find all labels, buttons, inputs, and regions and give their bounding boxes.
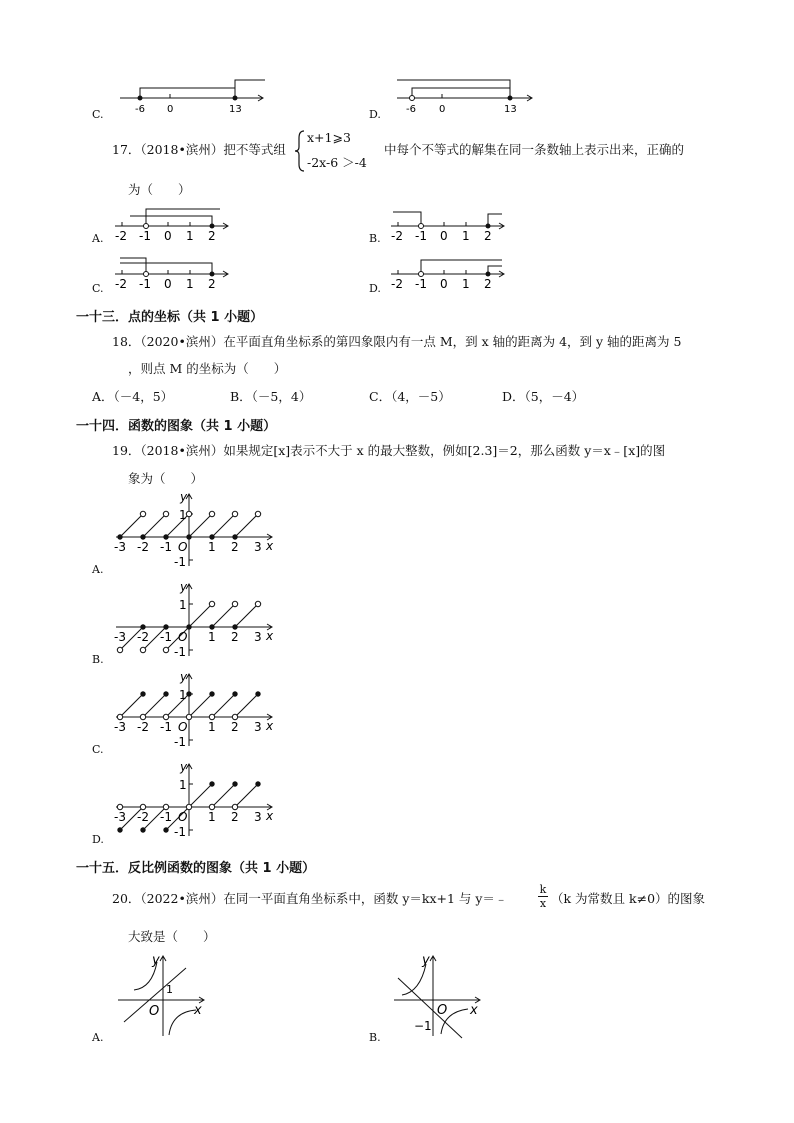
q18-line2: ，则点 M 的坐标为（ ） — [128, 361, 287, 376]
q19c-axis-y: y — [180, 670, 188, 684]
section-14-title: 一十四．函数的图象（共 1 小题） — [76, 419, 277, 434]
q17a-tick-3: 1 — [186, 229, 194, 243]
q19b-tick-neg3: -3 — [114, 630, 126, 644]
q19a-tick-1: 1 — [208, 540, 216, 554]
q17-stem-line2: 为（ ） — [128, 182, 191, 197]
q19c-y-neg: -1 — [174, 735, 186, 749]
q17c-tick-0: -2 — [115, 277, 127, 291]
q17d-tick-2: 0 — [440, 277, 448, 291]
q17-option-b-label: B. — [369, 232, 381, 245]
q20a-origin: O — [149, 1004, 160, 1019]
q19c-tick-2: 2 — [231, 720, 239, 734]
q19c-tick-neg2: -2 — [137, 720, 149, 734]
q19b-axis-x: x — [266, 629, 274, 643]
q17-stem-post: 中每个不等式的解集在同一条数轴上表示出来，正确的 — [384, 142, 685, 157]
q20-option-a-label: A. — [92, 1031, 104, 1044]
q17c-tick-1: -1 — [139, 277, 151, 291]
q20-frac-num: k — [539, 883, 547, 896]
q19d-y-neg: -1 — [174, 825, 186, 839]
q17-brace — [294, 130, 306, 172]
q20-line2: 大致是（ ） — [128, 929, 216, 944]
q19b-tick-neg1: -1 — [160, 630, 172, 644]
q20a-label-1: 1 — [166, 983, 173, 996]
q20b-axis-x: x — [470, 1003, 478, 1018]
q17-option-d-label: D. — [369, 282, 381, 295]
q17a-tick-2: 0 — [164, 229, 172, 243]
section-15-title: 一十五．反比例函数的图象（共 1 小题） — [76, 861, 316, 876]
q18-option-b: B．（－5，4） — [230, 389, 312, 404]
q20-option-b-graph — [388, 950, 488, 1040]
q17-option-a-numberline — [112, 204, 232, 244]
q19a-axis-y: y — [180, 490, 188, 504]
q19-option-b-label: B. — [92, 653, 104, 666]
q19a-tick-neg2: -2 — [137, 540, 149, 554]
q19c-origin: O — [178, 720, 188, 734]
q19d-tick-3: 3 — [254, 810, 262, 824]
q19d-origin: O — [178, 810, 188, 824]
q17c-tick-4: 2 — [208, 277, 216, 291]
q19b-origin: O — [178, 630, 188, 644]
q19-option-d-label: D. — [92, 833, 104, 846]
q17d-tick-1: -1 — [415, 277, 427, 291]
q20-fraction — [538, 883, 548, 910]
q20-line1-post: （k 为常数且 k≠0）的图象 — [551, 891, 706, 906]
q19b-tick-1: 1 — [208, 630, 216, 644]
q17a-tick-0: -2 — [115, 229, 127, 243]
q17-option-b-numberline — [388, 204, 508, 244]
q19d-tick-2: 2 — [231, 810, 239, 824]
q16d-tick-0: 0 — [439, 104, 446, 115]
q19b-tick-neg2: -2 — [137, 630, 149, 644]
q19a-origin: O — [178, 540, 188, 554]
q19c-tick-1: 1 — [208, 720, 216, 734]
q16-option-c-label: C. — [92, 108, 104, 121]
q19b-y-neg: -1 — [174, 645, 186, 659]
q16-option-d-label: D. — [369, 108, 381, 121]
q17-stem-pre: 17．（2018•滨州）把不等式组 — [112, 142, 286, 157]
q17c-tick-2: 0 — [164, 277, 172, 291]
q16-option-c-numberline — [115, 76, 265, 118]
q19d-tick-neg2: -2 — [137, 810, 149, 824]
q17b-tick-2: 0 — [440, 229, 448, 243]
q20-option-a-graph — [112, 950, 212, 1040]
q17b-tick-3: 1 — [462, 229, 470, 243]
section-13-title: 一十三．点的坐标（共 1 小题） — [76, 310, 264, 325]
q19-option-c-graph — [116, 668, 281, 748]
q19-option-c-label: C. — [92, 743, 104, 756]
q16-option-d-numberline — [392, 76, 537, 118]
q20-frac-den: x — [539, 897, 547, 910]
q20b-axis-y: y — [422, 953, 430, 968]
q19d-axis-y: y — [180, 760, 188, 774]
q17-option-d-numberline — [388, 252, 508, 292]
q17-option-c-numberline — [112, 252, 232, 292]
q17d-tick-4: 2 — [484, 277, 492, 291]
q19d-axis-x: x — [266, 809, 274, 823]
q19a-y-neg: -1 — [174, 555, 186, 569]
q17-inequality-2: -2x-6 ＞-4 — [307, 155, 367, 170]
q16d-tick-neg6: -6 — [406, 104, 416, 115]
q19b-y-pos: 1 — [179, 598, 187, 612]
q18-line1: 18．（2020•滨州）在平面直角坐标系的第四象限内有一点 M，到 x 轴的距离为 4，到 y 轴的距离为 5 — [112, 334, 682, 349]
q19c-tick-neg1: -1 — [160, 720, 172, 734]
q19b-tick-3: 3 — [254, 630, 262, 644]
q17c-tick-3: 1 — [186, 277, 194, 291]
q19a-tick-neg1: -1 — [160, 540, 172, 554]
q19-option-a-graph — [116, 488, 281, 568]
q16c-tick-neg6: -6 — [135, 104, 145, 115]
q17b-tick-4: 2 — [484, 229, 492, 243]
q19b-axis-y: y — [180, 580, 188, 594]
q16c-tick-0: 0 — [167, 104, 174, 115]
q20a-axis-y: y — [152, 953, 160, 968]
q19c-axis-x: x — [266, 719, 274, 733]
q20a-axis-x: x — [194, 1003, 202, 1018]
q17b-tick-1: -1 — [415, 229, 427, 243]
q17a-tick-1: -1 — [139, 229, 151, 243]
q18-option-c: C．（4，－5） — [369, 389, 451, 404]
q19d-tick-neg1: -1 — [160, 810, 172, 824]
q17a-tick-4: 2 — [208, 229, 216, 243]
q19-line2: 象为（ ） — [128, 471, 204, 486]
q17-inequality-1: x+1⩾3 — [307, 130, 351, 145]
q19a-axis-x: x — [266, 539, 274, 553]
q19a-tick-3: 3 — [254, 540, 262, 554]
q19a-tick-2: 2 — [231, 540, 239, 554]
q17-option-a-label: A. — [92, 232, 104, 245]
q20-line1-pre: 20．（2022•滨州）在同一平面直角坐标系中，函数 y＝kx+1 与 y＝﹣ — [112, 891, 508, 906]
q19c-tick-neg3: -3 — [114, 720, 126, 734]
q19c-y-pos: 1 — [179, 688, 187, 702]
q19-option-a-label: A. — [92, 563, 104, 576]
q19b-tick-2: 2 — [231, 630, 239, 644]
q19d-tick-1: 1 — [208, 810, 216, 824]
q17-option-c-label: C. — [92, 282, 104, 295]
q16d-tick-13: 13 — [504, 104, 517, 115]
q20b-origin: O — [437, 1003, 448, 1018]
q19-option-b-graph — [116, 578, 281, 658]
q19d-tick-neg3: -3 — [114, 810, 126, 824]
q19c-tick-3: 3 — [254, 720, 262, 734]
q19a-y-pos: 1 — [179, 508, 187, 522]
q19a-tick-neg3: -3 — [114, 540, 126, 554]
q18-option-d: D．（5，－4） — [502, 389, 585, 404]
q19-line1: 19．（2018•滨州）如果规定[x]表示不大于 x 的最大整数，例如[2.3]＝2，那么函数 y＝x﹣[x]的图 — [112, 443, 666, 458]
q16c-tick-13: 13 — [229, 104, 242, 115]
q17d-tick-3: 1 — [462, 277, 470, 291]
q18-option-a: A．（－4，5） — [92, 389, 174, 404]
q20-option-b-label: B. — [369, 1031, 381, 1044]
q20b-label-neg1: −1 — [414, 1019, 432, 1033]
q17b-tick-0: -2 — [391, 229, 403, 243]
q19d-y-pos: 1 — [179, 778, 187, 792]
q19-option-d-graph — [116, 758, 281, 838]
q17d-tick-0: -2 — [391, 277, 403, 291]
